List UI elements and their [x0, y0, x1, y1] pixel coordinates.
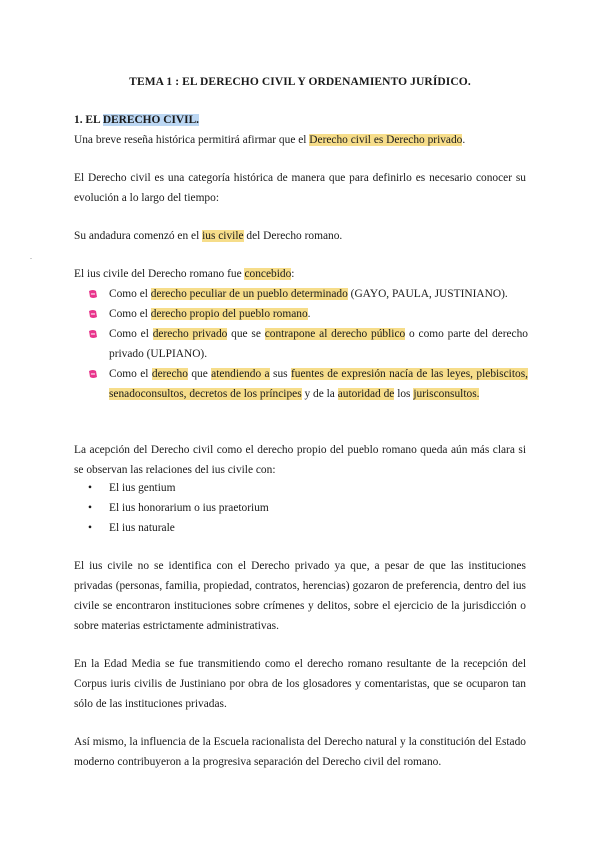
pink-highlighter-mark-icon	[87, 368, 99, 380]
item-4-text-c: sus	[269, 368, 291, 380]
list-item	[88, 324, 528, 364]
bullet-dot-icon: •	[88, 502, 92, 514]
item-3-highlight-1: derecho privado	[152, 328, 228, 340]
ius-list	[88, 478, 528, 538]
p1-text-b: .	[462, 134, 466, 146]
paragraph-3	[74, 226, 526, 246]
p1-highlight: Derecho civil es Derecho privado	[309, 134, 463, 146]
item-4-text-b: que	[187, 368, 212, 380]
p4-text-b: :	[291, 268, 295, 280]
section-1-number: 1. EL	[74, 114, 103, 126]
item-4-text-d: y de la	[301, 388, 338, 400]
item-3-text-c: o como parte del derecho privado (ULPIANO).	[109, 328, 529, 360]
pink-highlighter-mark-icon	[87, 308, 99, 320]
pink-highlighter-mark-icon	[87, 328, 99, 340]
item-1-text-b: (GAYO, PAULA, JUSTINIANO).	[347, 288, 508, 300]
item-3-text-b: que se	[227, 328, 265, 340]
section-1	[74, 110, 526, 150]
bullet-dot-icon: •	[88, 522, 92, 534]
list-item	[88, 478, 528, 498]
item-3-highlight-2: contrapone al derecho público	[264, 328, 406, 340]
item-2-text-a: Como el	[109, 308, 151, 320]
ius-item-2: El ius honorarium o ius praetorium	[109, 502, 269, 514]
list-item	[88, 304, 528, 324]
paragraph-8: Así mismo, la influencia de la Escuela racionalista del Derecho natural y la constitución del Estado moderno contribuyeron a la progresiva separación del Derecho civil del romano.	[74, 736, 526, 768]
item-4-text-a: Como el	[109, 368, 152, 380]
pink-highlighter-mark-icon	[87, 288, 99, 300]
item-4-highlight-2: atendiendo a	[211, 368, 270, 380]
p3-text-b: del Derecho romano.	[243, 230, 343, 242]
item-3-text-a: Como el	[109, 328, 153, 340]
item-4-text-e: los	[394, 388, 414, 400]
paragraph-2: El Derecho civil es una categoría histórica de manera que para definirlo es necesario conocer su evolución a lo largo del tiempo:	[74, 172, 526, 204]
ius-item-1: El ius gentium	[109, 482, 176, 494]
list-item	[88, 364, 528, 404]
p4-text-a: El ius civile del Derecho romano fue	[74, 268, 245, 280]
concept-list	[88, 284, 528, 404]
item-2-text-b: .	[307, 308, 311, 320]
p4-highlight: concebido	[244, 268, 292, 280]
ius-item-3: El ius naturale	[109, 522, 175, 534]
list-item	[88, 284, 528, 304]
item-4-highlight-3: fuentes de expresión nacía de las leyes, plebiscitos, senadoconsultos, decretos de los príncipes	[109, 368, 528, 400]
p1-text-a: Una breve reseña histórica permitirá afirmar que el	[74, 134, 310, 146]
paragraph-7: En la Edad Media se fue transmitiendo como el derecho romano resultante de la recepción del Corpus iuris civilis de Justiniano por obra de los glosadores y comentaristas, que se ocuparon tan sólo de las instituciones privadas.	[74, 658, 526, 710]
item-1-text-a: Como el	[109, 288, 151, 300]
p3-text-a: Su andadura comenzó en el	[74, 230, 203, 242]
list-item	[88, 498, 528, 518]
margin-tick	[30, 258, 32, 259]
paragraph-6: El ius civile no se identifica con el Derecho privado ya que, a pesar de que las instituciones privadas (personas, familia, propiedad, contratos, herencias) gozaron de preferencia, dentro del ius civile se encontraron instituciones sobre crímenes y delitos, sobre el ejercicio de la jurisdicción o sobre materias estrictamente administrativas.	[74, 560, 526, 632]
item-4-highlight-5: jurisconsultos.	[413, 388, 480, 400]
paragraph-5: La acepción del Derecho civil como el derecho propio del pueblo romano queda aún más clara si se observan las relaciones del ius civile con:	[74, 444, 526, 476]
paragraph-4	[74, 264, 526, 284]
p3-highlight: ius civile	[202, 230, 244, 242]
list-item	[88, 518, 528, 538]
page-title: TEMA 1 : EL DERECHO CIVIL Y ORDENAMIENTO JURÍDICO.	[129, 76, 471, 88]
item-1-highlight: derecho peculiar de un pueblo determinado	[150, 288, 348, 300]
item-2-highlight: derecho propio del pueblo romano	[150, 308, 308, 320]
bullet-dot-icon: •	[88, 482, 92, 494]
section-1-heading: DERECHO CIVIL.	[102, 114, 200, 126]
item-4-highlight-1: derecho	[151, 368, 188, 380]
item-4-highlight-4: autoridad de	[337, 388, 395, 400]
